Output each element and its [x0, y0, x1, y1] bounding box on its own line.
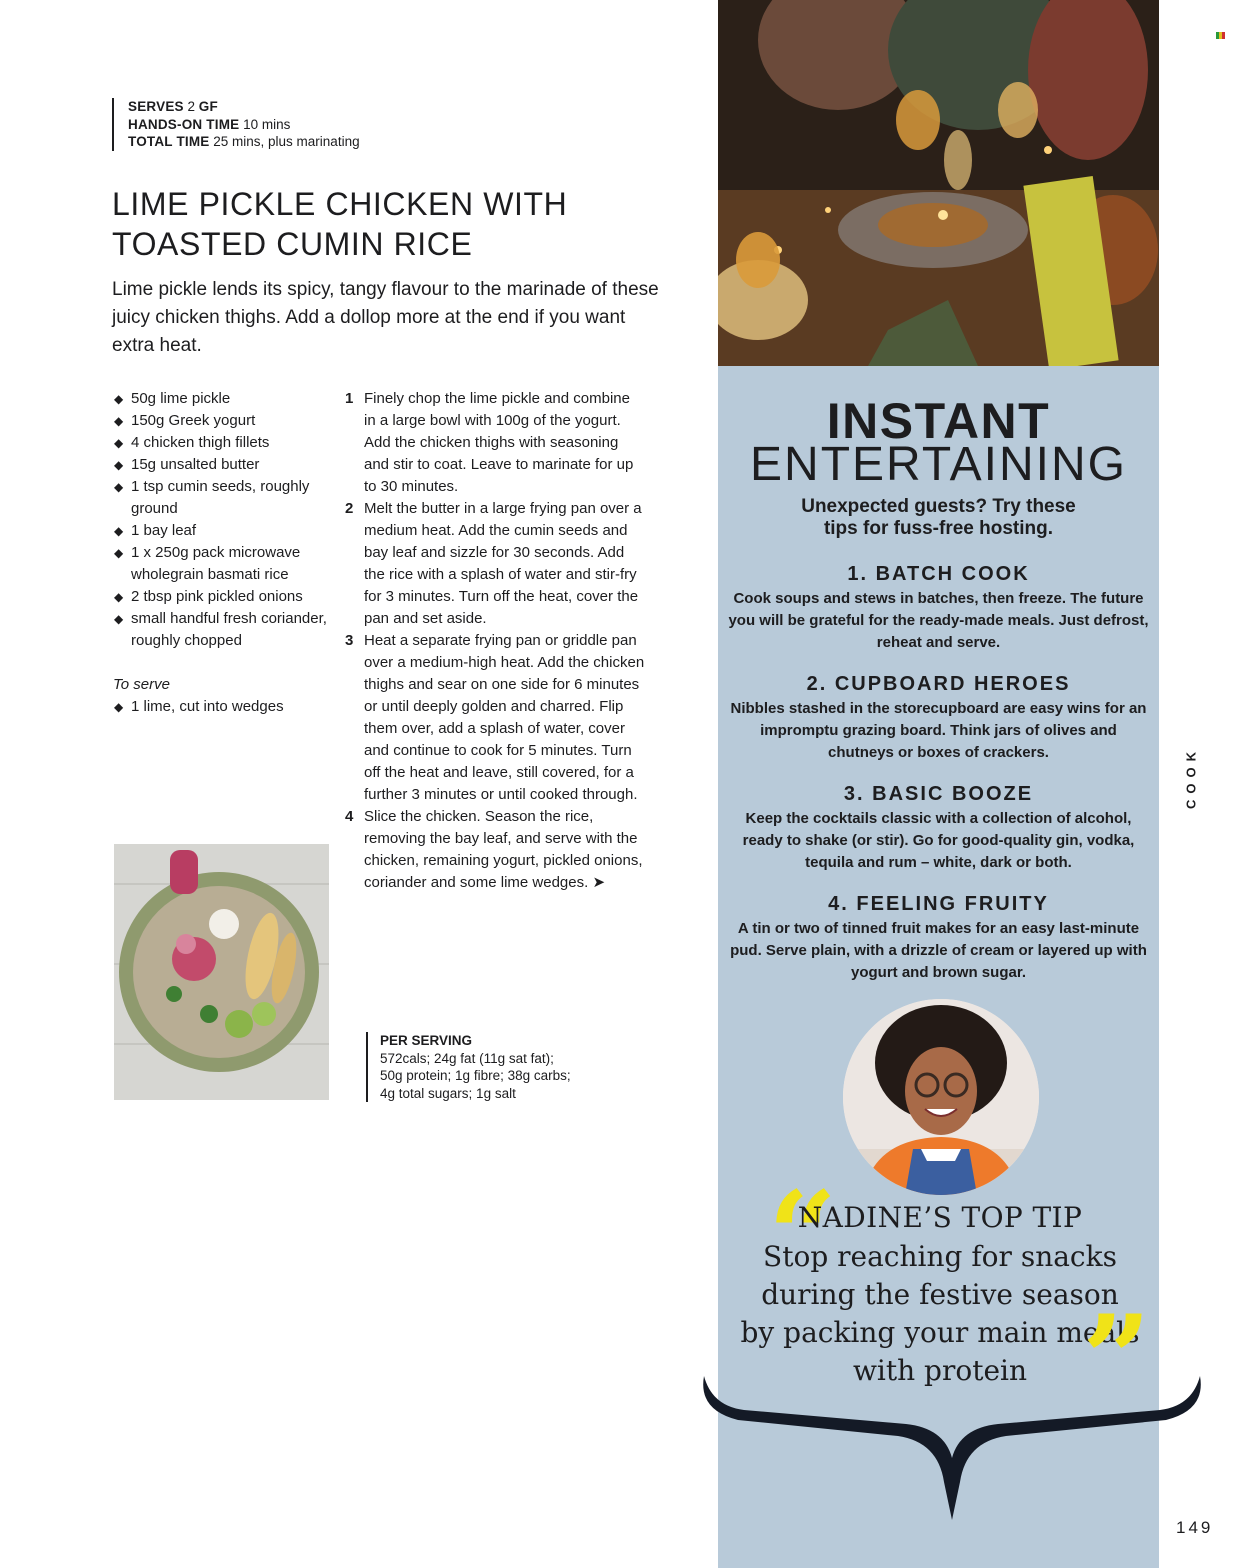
dish-photo	[114, 844, 329, 1100]
tip-block	[728, 562, 1149, 654]
page-number: 149	[1176, 1518, 1214, 1537]
ingredient-item: ◆ small handful fresh coriander, roughly chopped	[113, 608, 343, 652]
tip-heading: 3. BASIC BOOZE	[843, 783, 1034, 805]
method-step	[345, 388, 645, 498]
step-number: 2	[345, 500, 354, 517]
tip-block	[728, 672, 1149, 764]
nutrition-line: 50g protein; 1g fibre; 38g carbs;	[380, 1068, 571, 1083]
serves-line	[128, 98, 360, 116]
total-time-value: 25 mins, plus marinating	[213, 134, 360, 149]
step-text: Finely chop the lime pickle and combine in a large bowl with 100g of the yogurt. Add the chicken thighs with seasoning and stir to coat. Leave to marinate for up to 30 minutes.	[364, 390, 634, 495]
dish-illustration	[114, 844, 329, 1100]
ingredient-item: ◆ 4 chicken thigh fillets	[113, 432, 343, 454]
handson-value: 10 mins	[243, 116, 291, 132]
tip-text: A tin or two of tinned fruit makes for an easy last-minute pud. Serve plain, with a drizzle of cream or layered up with yogurt and brown sugar.	[730, 920, 1147, 981]
tip-block	[728, 892, 1149, 984]
tip-text: Nibbles stashed in the storecupboard are easy wins for an impromptu grazing board. Think jars of olives and chutneys or boxes of crackers.	[730, 700, 1147, 761]
nutrition-heading: PER SERVING	[380, 1033, 473, 1048]
tip-text: Cook soups and stews in batches, then freeze. The future you will be grateful for the ready-made meals. Just defrost, reheat and serve.	[728, 590, 1149, 651]
ingredient-item: ◆ 150g Greek yogurt	[113, 410, 343, 432]
section-label: COOK	[1183, 746, 1199, 809]
tip-heading: 2. CUPBOARD HEROES	[806, 673, 1071, 695]
to-serve-item: ◆ 1 lime, cut into wedges	[113, 696, 343, 718]
close-quote-icon: ”	[1082, 1289, 1152, 1430]
panel-intro	[740, 496, 1137, 540]
nutrition-line: 4g total sugars; 1g salt	[380, 1085, 516, 1101]
portrait-illustration	[843, 999, 1039, 1195]
recipe-title	[112, 184, 672, 264]
party-photo	[718, 0, 1159, 366]
handson-label: HANDS-ON TIME	[128, 116, 240, 132]
panel-intro-line2: tips for fuss-free hosting.	[823, 518, 1054, 539]
tip-text: Keep the cocktails classic with a collection of alcohol, ready to shake (or stir). Go for good-quality gin, vodka, tequila and rum – white, dark or both.	[742, 810, 1135, 871]
method-step	[345, 498, 645, 630]
step-text: Melt the butter in a large frying pan over a medium heat. Add the cumin seeds and bay leaf and sizzle for 30 seconds. Add the rice with a splash of water and stir-fry for 3 minutes. Turn off the heat, cover the pan and set aside.	[364, 500, 642, 627]
handson-line	[128, 116, 360, 134]
diet-badge: GF	[198, 99, 218, 114]
ingredient-item: ◆ 50g lime pickle	[113, 388, 343, 410]
ingredient-item: ◆ 1 x 250g pack microwave wholegrain basmati rice	[113, 542, 343, 586]
arrow-right-icon: ➤	[592, 874, 606, 891]
tip-block	[728, 782, 1149, 874]
party-illustration	[718, 0, 1159, 366]
color-registration-mark	[1216, 32, 1225, 39]
top-tip-heading: NADINE’S TOP TIP	[797, 1201, 1083, 1234]
top-tip-text: Stop reaching for snacks during the festive season by packing your main meals with protein	[740, 1240, 1140, 1387]
method-step	[345, 806, 645, 894]
nadine-portrait	[843, 999, 1039, 1195]
panel-title-line2: ENTERTAINING	[750, 438, 1127, 491]
nutrition-line: 572cals; 24g fat (11g sat fat);	[380, 1050, 554, 1066]
serves-label: SERVES	[128, 99, 184, 114]
method-list	[345, 388, 645, 894]
tip-heading: 4. FEELING FRUITY	[828, 893, 1049, 915]
recipe-intro: Lime pickle lends its spicy, tangy flavour to the marinade of these juicy chicken thighs. Add a dollop more at the end if you want extra heat.	[112, 279, 659, 356]
ingredient-item: ◆ 1 tsp cumin seeds, roughly ground	[113, 476, 343, 520]
serves-value: 2	[187, 99, 196, 114]
step-text: Heat a separate frying pan or griddle pan over a medium-high heat. Add the chicken thighs and sear on one side for 6 minutes or until deeply golden and charred. Flip them over, add a splash of water, cover and continue to cook for 5 minutes. Turn off the heat and leave, still covered, for a further 3 minutes or until cooked through.	[364, 632, 645, 803]
method-step	[345, 630, 645, 806]
nutrition-info	[366, 1032, 571, 1102]
ingredient-item: ◆ 1 bay leaf	[113, 520, 343, 542]
section-tab	[1176, 740, 1206, 824]
total-time-line	[128, 133, 360, 151]
recipe-title-line2: TOASTED CUMIN RICE	[112, 226, 473, 262]
step-text: Slice the chicken. Season the rice, removing the bay leaf, and serve with the chicken, remaining yogurt, pickled onions, coriander and some lime wedges.	[364, 808, 643, 891]
ingredient-item: ◆ 15g unsalted butter	[113, 454, 343, 476]
panel-intro-line1: Unexpected guests? Try these	[801, 496, 1076, 517]
step-number: 3	[345, 632, 354, 649]
recipe-meta	[112, 98, 360, 151]
to-serve-heading: To serve	[113, 676, 170, 693]
open-quote-icon: “	[768, 1165, 838, 1306]
step-number: 4	[345, 808, 354, 825]
panel-title-line1: INSTANT	[826, 393, 1051, 449]
total-time-label: TOTAL TIME	[128, 134, 210, 149]
ingredients-list	[113, 388, 343, 718]
recipe-title-line1: LIME PICKLE CHICKEN WITH	[112, 186, 568, 222]
curly-bracket-ornament	[698, 1362, 1206, 1522]
ingredient-item: ◆ 2 tbsp pink pickled onions	[113, 586, 343, 608]
tip-heading: 1. BATCH COOK	[847, 563, 1030, 585]
step-number: 1	[345, 390, 354, 407]
